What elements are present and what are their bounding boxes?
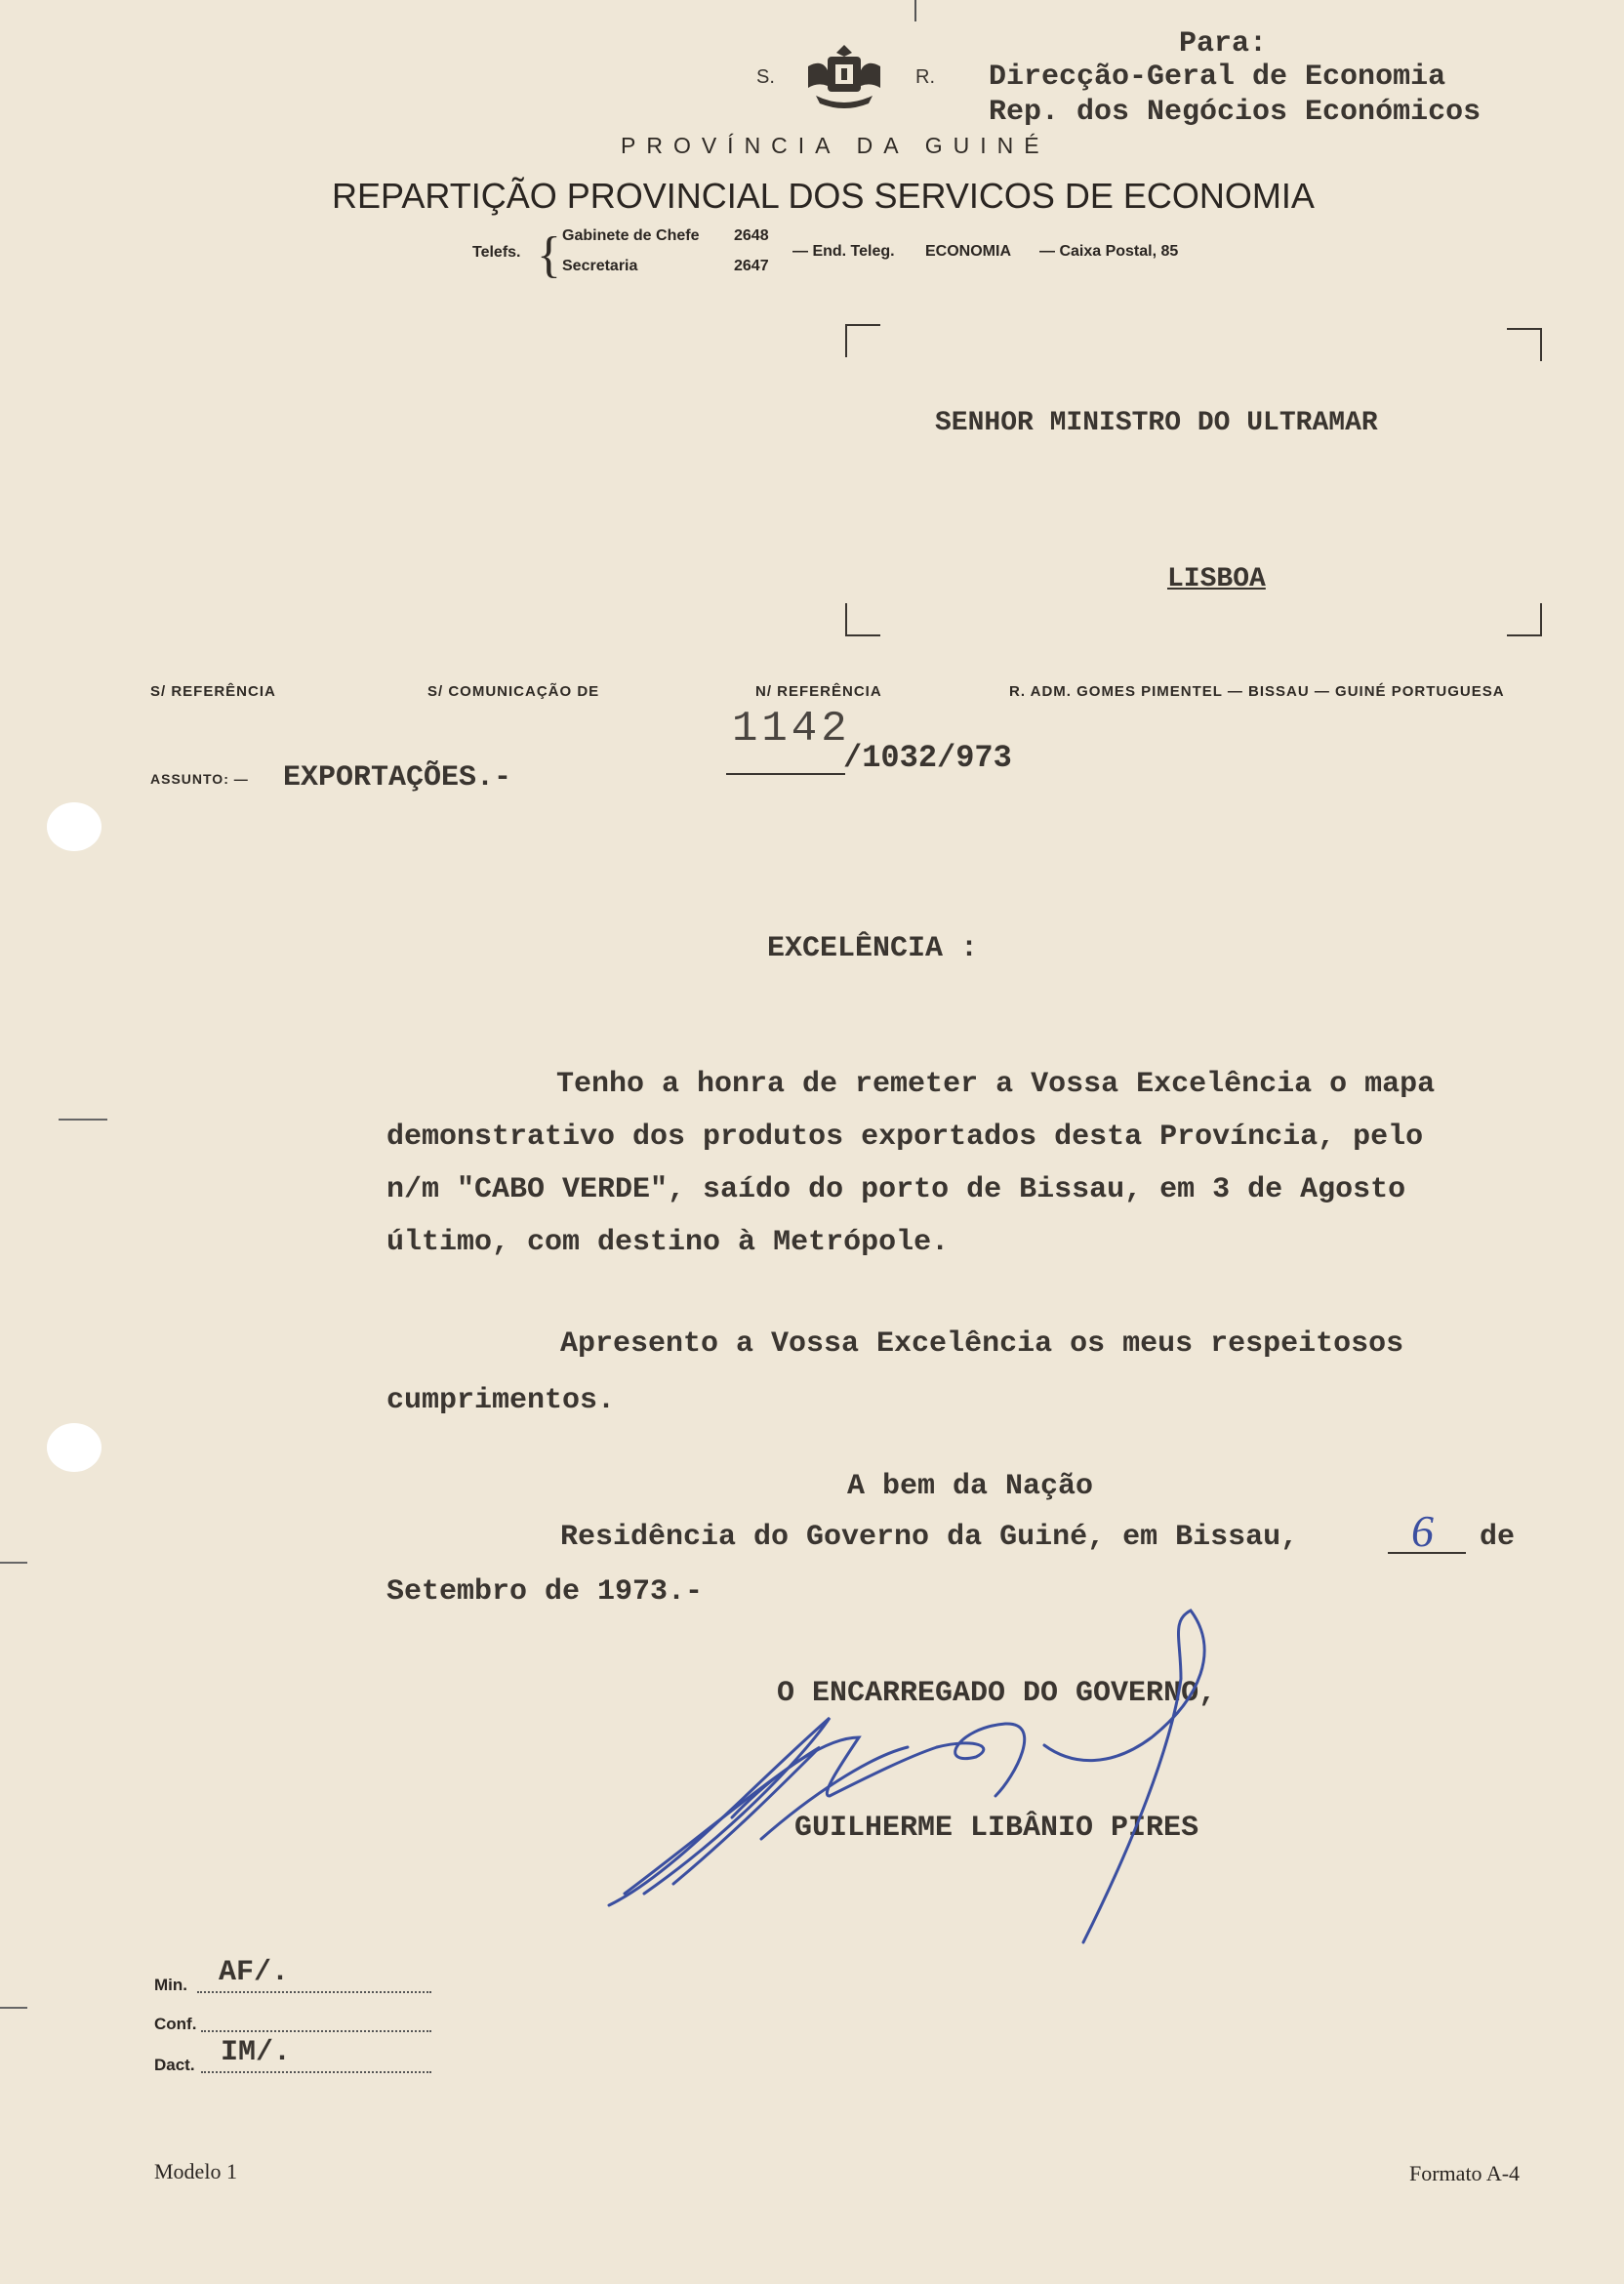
s-ref-label: S/ REFERÊNCIA — [150, 683, 276, 700]
salutation: EXCELÊNCIA : — [767, 932, 979, 965]
coat-of-arms-icon — [798, 41, 890, 115]
window-corner-top-left — [845, 324, 880, 357]
dact-label: Dact. — [154, 2056, 195, 2074]
edge-mark-1 — [59, 1119, 107, 1121]
paragraph1-line4: último, com destino à Metrópole. — [386, 1226, 950, 1259]
s-com-label: S/ COMUNICAÇÃO DE — [427, 683, 600, 700]
teleg-name: ECONOMIA — [925, 243, 1011, 260]
window-corner-bottom-left — [845, 603, 880, 636]
paragraph2-line2: cumprimentos. — [386, 1384, 616, 1417]
teleg-prefix: — End. Teleg. — [792, 243, 895, 260]
para-label: Para: — [1179, 27, 1268, 61]
phone-line1-number: 2648 — [734, 227, 769, 244]
para-line2: Rep. dos Negócios Económicos — [989, 96, 1482, 129]
closing-line1: A bem da Nação — [847, 1470, 1094, 1503]
closing-line2-post: de — [1480, 1521, 1516, 1554]
paragraph2-line1: Apresento a Vossa Excelência os meus respeitosos — [560, 1327, 1404, 1361]
date-day-handwritten: 6 — [1411, 1506, 1434, 1556]
dact-value: IM/. — [221, 2036, 292, 2069]
handwritten-signature-icon — [586, 1601, 1308, 1952]
closing-line2-pre: Residência do Governo da Guiné, em Bissau, — [560, 1521, 1299, 1554]
address-line: R. ADM. GOMES PIMENTEL — BISSAU — GUINÉ PORTUGUESA — [1009, 683, 1505, 700]
n-ref-rest: /1032/973 — [843, 740, 1012, 776]
phone-line1-label: Gabinete de Chefe — [562, 227, 700, 244]
telefs-label: Telefs. — [472, 244, 521, 261]
n-ref-stamp: 1142 — [732, 705, 851, 754]
phone-line2-number: 2647 — [734, 258, 769, 274]
para-line1: Direcção-Geral de Economia — [989, 61, 1446, 94]
phone-line2-label: Secretaria — [562, 258, 638, 274]
paragraph1-line3: n/m "CABO VERDE", saído do porto de Bissau, em 3 de Agosto — [386, 1173, 1406, 1206]
province-title: PROVÍNCIA DA GUINÉ — [621, 133, 1050, 158]
signature-name: GUILHERME LIBÂNIO PIRES — [794, 1812, 1199, 1845]
teleg-suffix: — Caixa Postal, 85 — [1039, 243, 1179, 260]
paragraph1-line2: demonstrativo dos produtos exportados desta Província, pelo — [386, 1121, 1424, 1154]
conf-label: Conf. — [154, 2015, 197, 2033]
window-corner-bottom-right — [1507, 603, 1542, 636]
punch-hole-lower — [47, 1423, 102, 1472]
window-corner-top-right — [1507, 328, 1542, 361]
phone-brace: { — [537, 227, 561, 283]
top-edge-mark — [914, 0, 916, 21]
edge-mark-2 — [0, 1562, 27, 1564]
min-value: AF/. — [219, 1956, 290, 1989]
modelo-label: Modelo 1 — [154, 2159, 237, 2183]
min-dotted-line — [197, 1991, 431, 1993]
recipient-line2: LISBOA — [1167, 564, 1266, 594]
n-ref-underline — [726, 773, 845, 775]
closing-line3: Setembro de 1973.- — [386, 1575, 704, 1609]
signature-title: O ENCARREGADO DO GOVERNO, — [777, 1677, 1217, 1710]
n-ref-label: N/ REFERÊNCIA — [755, 683, 882, 700]
min-label: Min. — [154, 1976, 187, 1994]
seal-left-letter: S. — [756, 66, 775, 88]
paragraph1-line1: Tenho a honra de remeter a Vossa Excelência o mapa — [556, 1068, 1436, 1101]
dact-dotted-line — [201, 2071, 431, 2073]
office-title: REPARTIÇÃO PROVINCIAL DOS SERVICOS DE ECONOMIA — [332, 176, 1315, 216]
formato-label: Formato A-4 — [1409, 2161, 1521, 2185]
date-day-blank — [1388, 1506, 1466, 1556]
recipient-line1: SENHOR MINISTRO DO ULTRAMAR — [935, 408, 1378, 438]
subject-label: ASSUNTO: — — [150, 771, 249, 787]
subject-value: EXPORTAÇÕES.- — [283, 761, 512, 795]
conf-dotted-line — [201, 2030, 431, 2032]
edge-mark-3 — [0, 2007, 27, 2009]
seal-right-letter: R. — [915, 66, 935, 88]
punch-hole-upper — [47, 802, 102, 851]
